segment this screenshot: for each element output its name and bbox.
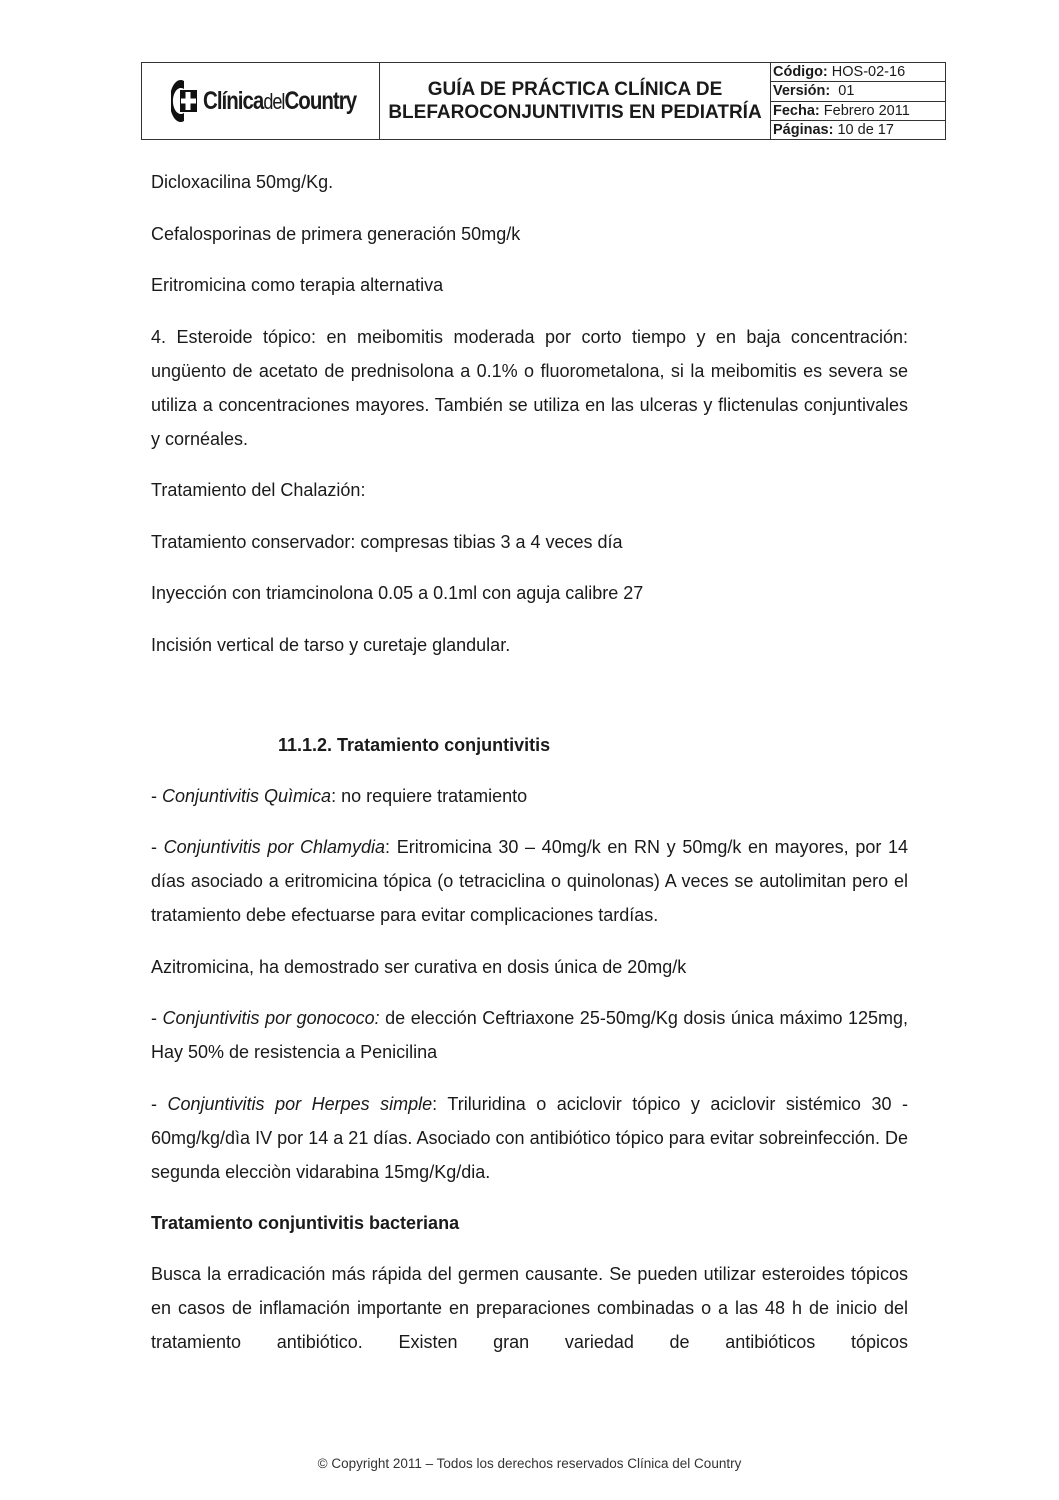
paragraph: - Conjuntivitis por gonococo: de elección Ceftriaxone 25-50mg/Kg dosis única máximo 125mg, Hay 50% de resistencia a Penicilina bbox=[151, 1008, 909, 1062]
logo-part: Country bbox=[284, 86, 357, 115]
meta-pages: Páginas: 10 de 17 bbox=[773, 121, 894, 138]
logo-part: Clínica bbox=[203, 86, 264, 115]
paragraph: Busca la erradicación más rápida del germen causante. Se pueden utilizar esteroides tópicos en casos de inflamación importante en preparaciones combinadas o a las 48 h de inicio del tratamiento antibiótico. Existen gran variedad de antibióticos tópicos bbox=[151, 1264, 908, 1352]
meta-date: Fecha: Febrero 2011 bbox=[771, 102, 945, 121]
paragraph: - Conjuntivitis por Chlamydia: Eritromicina 30 – 40mg/k en RN y 50mg/k en mayores, por 14 días asociado a eritromicina tópica (o tetraciclina o quinolonas) A veces se autolimitan pero el tratamiento debe efectuarse para evitar complicaciones tardías. bbox=[151, 837, 909, 925]
logo-text bbox=[203, 87, 356, 116]
document-meta bbox=[771, 63, 945, 139]
section-heading: 11.1.2. Tratamiento conjuntivitis bbox=[278, 734, 551, 755]
paragraph: Inyección con triamcinolona 0.05 a 0.1ml con aguja calibre 27 bbox=[151, 583, 644, 603]
clinic-logo bbox=[142, 63, 380, 139]
subheading: Tratamiento conjuntivitis bacteriana bbox=[151, 1213, 460, 1233]
paragraph: Cefalosporinas de primera generación 50mg/k bbox=[151, 223, 521, 244]
paragraph: Azitromicina, ha demostrado ser curativa en dosis única de 20mg/k bbox=[151, 956, 687, 977]
logo-part: del bbox=[263, 88, 285, 114]
paragraph: - Conjuntivitis Quìmica: no requiere tratamiento bbox=[151, 785, 528, 806]
paragraph: 4. Esteroide tópico: en meibomitis moderada por corto tiempo y en baja concentración: ungüento de acetato de prednisolona a 0.1% o fluorometalona, si la meibomitis es severa se utiliza a concentraciones mayores. También se utiliza en las ulceras y flictenulas conjuntivales y cornéales. bbox=[151, 326, 908, 449]
meta-version: Versión: 01 bbox=[771, 82, 945, 101]
cross-logo-icon bbox=[171, 79, 197, 123]
paragraph: Incisión vertical de tarso y curetaje glandular. bbox=[151, 634, 511, 655]
document-title: GUÍA DE PRÁCTICA CLÍNICA DE BLEFAROCONJUNTIVITIS EN PEDIATRÍA bbox=[380, 63, 771, 139]
paragraph: Dicloxacilina 50mg/Kg. bbox=[151, 172, 334, 192]
paragraph: Tratamiento del Chalazión: bbox=[151, 480, 366, 500]
document-body bbox=[151, 165, 908, 1377]
paragraph: Tratamiento conservador: compresas tibias 3 a 4 veces día bbox=[151, 531, 623, 552]
paragraph: - Conjuntivitis por Herpes simple: Triluridina o aciclovir tópico y aciclovir sistémico 30 - 60mg/kg/dìa IV por 14 a 21 días. Asociado con antibiótico tópico para evitar sobreinfección. De segunda elecciòn vidarabina 15mg/Kg/dia. bbox=[151, 1093, 908, 1182]
document-header bbox=[141, 62, 946, 140]
paragraph: Eritromicina como terapia alternativa bbox=[151, 275, 444, 295]
meta-code: Código: HOS-02-16 bbox=[771, 63, 945, 82]
copyright-footer: © Copyright 2011 – Todos los derechos reservados Clínica del Country bbox=[317, 1456, 742, 1471]
